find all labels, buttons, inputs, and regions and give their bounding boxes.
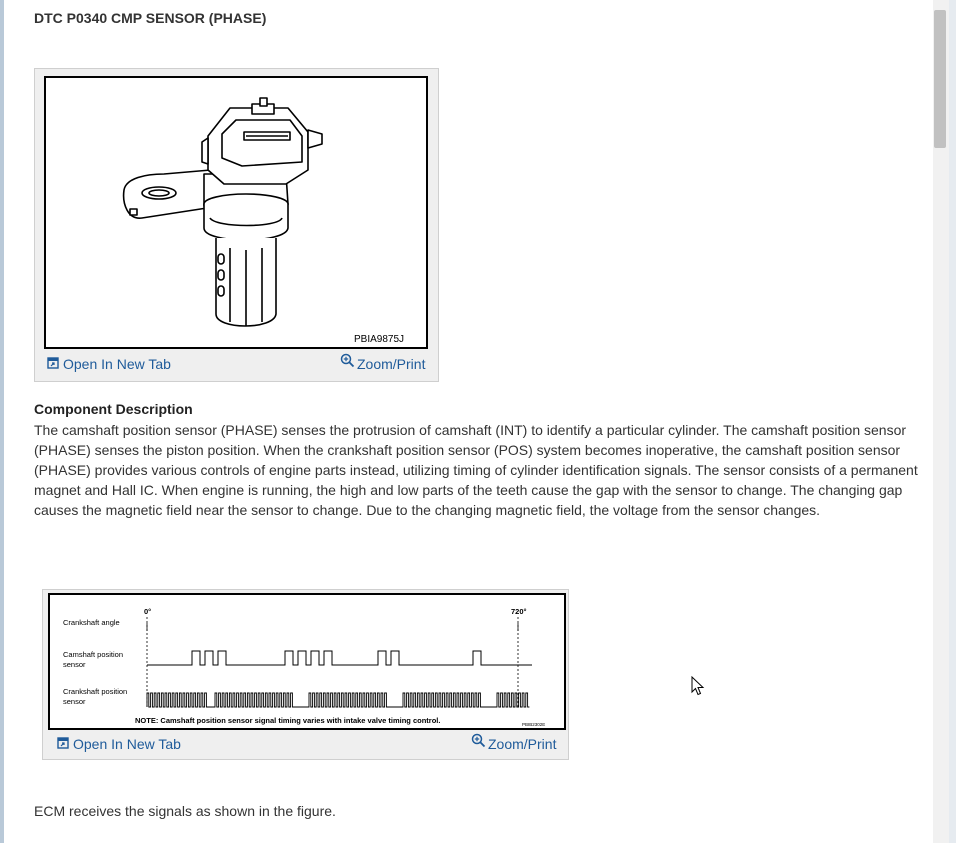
figure1-zoom-print-label: Zoom/Print [357,356,426,372]
crankshaft-angle-label: Crankshaft angle [63,618,120,627]
page-title: DTC P0340 CMP SENSOR (PHASE) [34,10,267,26]
figure2-open-new-tab-button[interactable] [57,736,181,752]
figure2-code: PBIB2302E [522,722,546,727]
figure2-zoom-print-button[interactable] [471,732,556,752]
figure-sensor-frame [44,76,428,349]
vertical-scrollbar[interactable] [933,0,949,843]
open-new-tab-icon [47,356,59,372]
crankshaft-sensor-label-1: Crankshaft position [63,687,128,696]
component-description-heading: Component Description [34,401,193,417]
angle-end-label: 720° [511,607,527,616]
figure-sensor-illustration [34,68,439,382]
cmp-sensor-drawing [46,78,426,347]
open-new-tab-icon [57,736,69,752]
figure1-toolbar [35,356,438,376]
mouse-cursor-icon [691,676,705,701]
figure2-toolbar [43,736,568,756]
figure-signal-timing [42,589,569,760]
window-edge [949,0,956,843]
figure1-code: PBIA9875J [354,334,405,345]
signal-timing-drawing [50,595,564,728]
figure2-zoom-print-label: Zoom/Print [488,736,557,752]
figure1-zoom-print-button[interactable] [340,352,425,372]
camshaft-sensor-label-1: Camshaft position [63,650,124,659]
figure1-open-new-tab-label: Open In New Tab [63,356,171,372]
angle-start-label: 0° [144,607,152,616]
document-panel [4,0,933,843]
crankshaft-pulse-path [147,693,529,707]
zoom-icon [471,733,486,751]
component-description-text: The camshaft position sensor (PHASE) senses the protrusion of camshaft (INT) to identify a particular cylinder. The camshaft position sensor (PHASE) senses the piston position. When the crankshaft position sensor (POS) system becomes inoperative, the camshaft position sensor (PHASE) provides various controls of engine parts instead, utilizing timing of cylinder identification signals. The sensor consists of a permanent magnet and Hall IC. When engine is running, the high and low parts of the teeth cause the gap with the sensor to change. The changing gap causes the magnetic field near the sensor to change. Due to the changing magnetic field, the voltage from the sensor changes. [34,422,918,518]
scrollbar-thumb[interactable] [934,10,946,148]
timing-note: NOTE: Camshaft position sensor signal timing varies with intake valve timing control. [135,716,441,725]
figure-signal-frame [48,593,566,730]
figure2-open-new-tab-label: Open In New Tab [73,736,181,752]
camshaft-sensor-label-2: sensor [63,660,86,669]
figure1-open-new-tab-button[interactable] [47,356,171,372]
camshaft-waveform [147,651,532,665]
crankshaft-sensor-label-2: sensor [63,697,86,706]
crankshaft-waveform [147,693,529,707]
ecm-signal-text: ECM receives the signals as shown in the figure. [34,803,336,819]
zoom-icon [340,353,355,371]
